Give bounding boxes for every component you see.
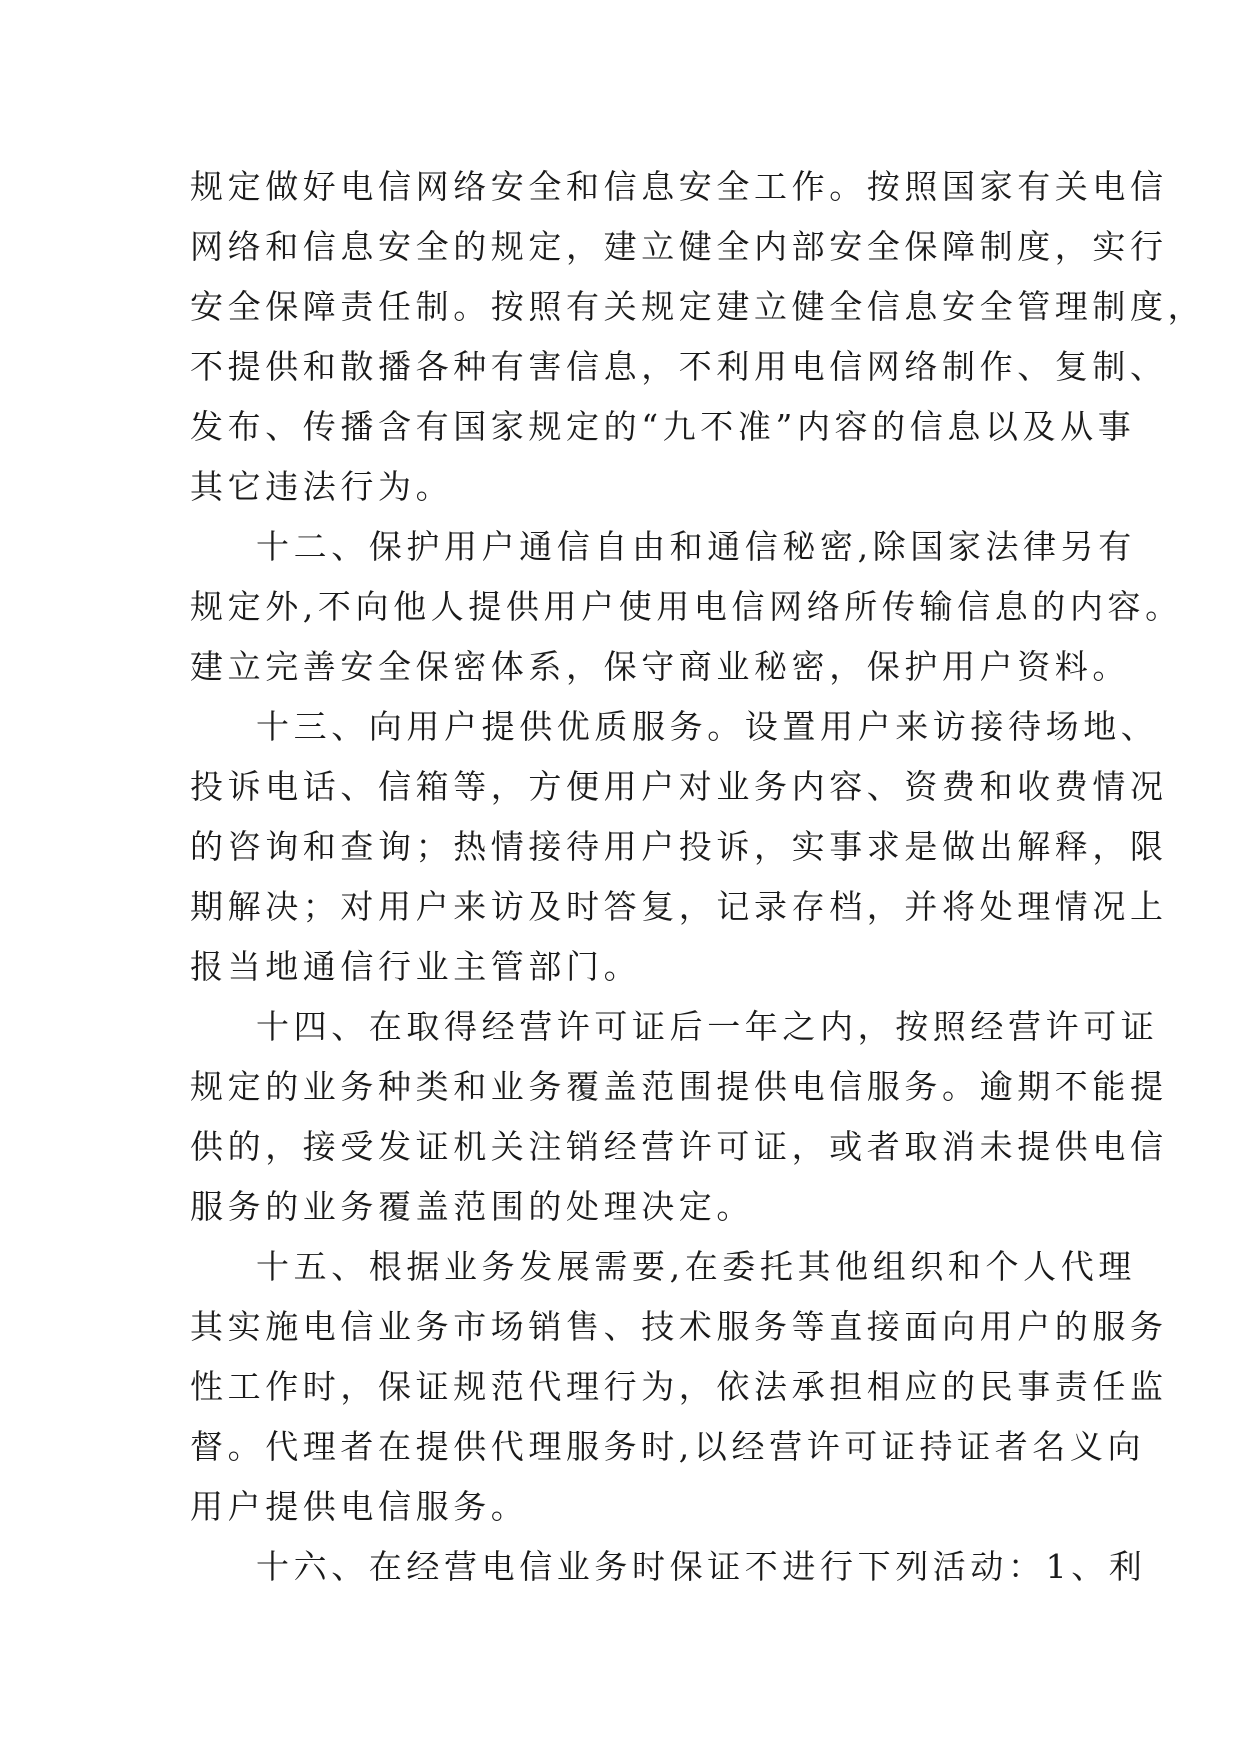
text-line: 其实施电信业务市场销售、技术服务等直接面向用户的服务 xyxy=(190,1307,1168,1346)
paragraph-start-line: 十二、保护用户通信自由和通信秘密,除国家法律另有 xyxy=(256,527,1136,566)
text-line: 不提供和散播各种有害信息，不利用电信网络制作、复制、 xyxy=(190,347,1168,386)
text-line: 规定的业务种类和业务覆盖范围提供电信服务。逾期不能提 xyxy=(190,1067,1168,1106)
text-line: 供的，接受发证机关注销经营许可证，或者取消未提供电信 xyxy=(190,1127,1168,1166)
text-line: 服务的业务覆盖范围的处理决定。 xyxy=(190,1187,754,1226)
text-line: 安全保障责任制。按照有关规定建立健全信息安全管理制度， xyxy=(190,287,1206,326)
paragraph-start-line: 十六、在经营电信业务时保证不进行下列活动：1、利 xyxy=(256,1547,1147,1586)
text-line: 其它违法行为。 xyxy=(190,467,454,506)
text-line: 规定做好电信网络安全和信息安全工作。按照国家有关电信 xyxy=(190,167,1168,206)
text-line: 的咨询和查询；热情接待用户投诉，实事求是做出解释，限 xyxy=(190,827,1168,866)
text-line: 督。代理者在提供代理服务时,以经营许可证持证者名义向 xyxy=(190,1427,1146,1466)
paragraph-start-line: 十三、向用户提供优质服务。设置用户来访接待场地、 xyxy=(256,707,1159,746)
body-text xyxy=(190,157,1206,1597)
text-line: 建立完善安全保密体系，保守商业秘密，保护用户资料。 xyxy=(190,647,1130,686)
text-line: 投诉电话、信箱等，方便用户对业务内容、资费和收费情况 xyxy=(190,767,1168,806)
text-line: 发布、传播含有国家规定的“九不准”内容的信息以及从事 xyxy=(190,407,1136,446)
text-line: 性工作时，保证规范代理行为，依法承担相应的民事责任监 xyxy=(190,1367,1168,1406)
paragraph-start-line: 十五、根据业务发展需要,在委托其他组织和个人代理 xyxy=(256,1247,1136,1286)
text-line: 用户提供电信服务。 xyxy=(190,1487,529,1526)
text-line: 期解决；对用户来访及时答复，记录存档，并将处理情况上 xyxy=(190,887,1168,926)
text-line: 网络和信息安全的规定，建立健全内部安全保障制度，实行 xyxy=(190,227,1168,266)
text-line: 报当地通信行业主管部门。 xyxy=(190,947,642,986)
paragraph-start-line: 十四、在取得经营许可证后一年之内，按照经营许可证 xyxy=(256,1007,1159,1046)
text-line: 规定外,不向他人提供用户使用电信网络所传输信息的内容。 xyxy=(190,587,1183,626)
